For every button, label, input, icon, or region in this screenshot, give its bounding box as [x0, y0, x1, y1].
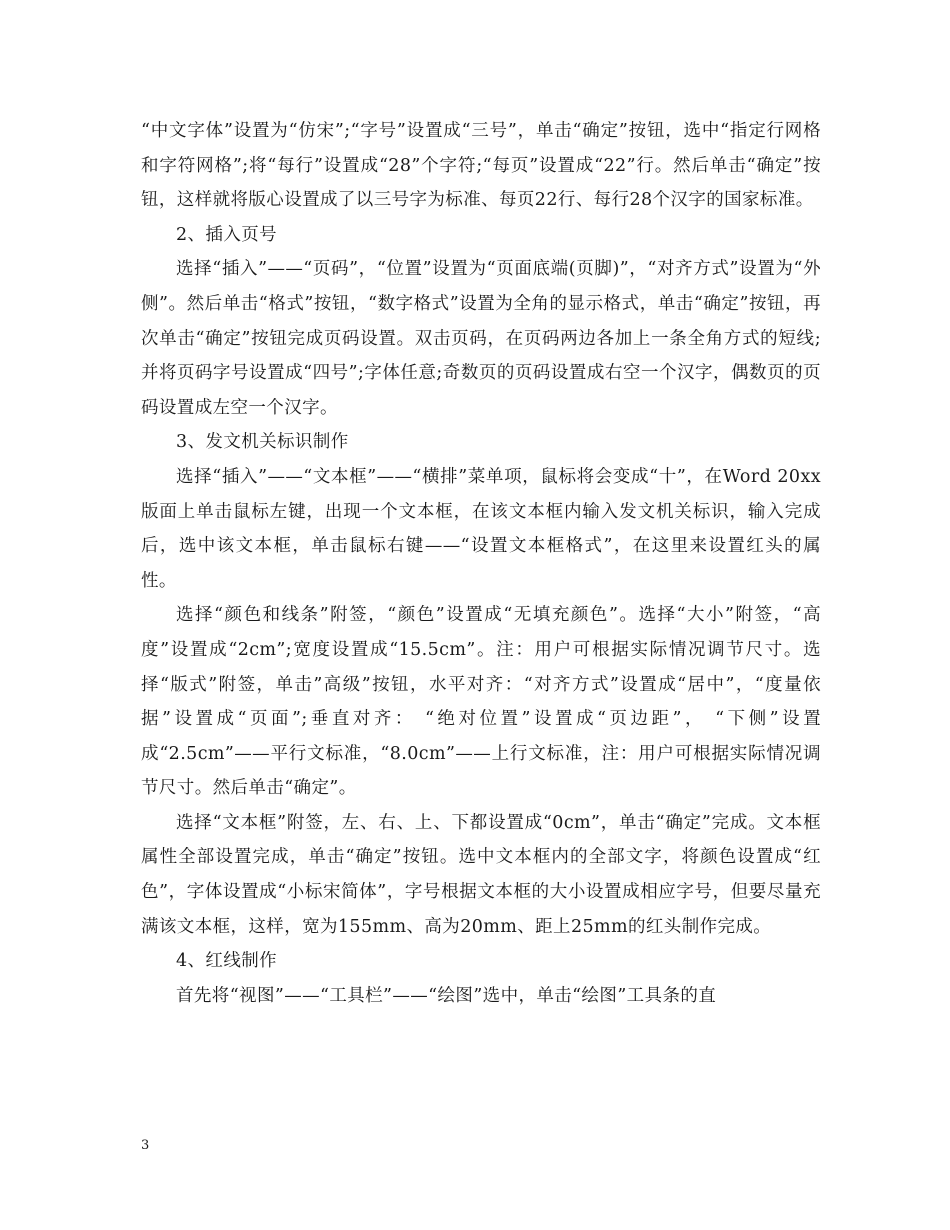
paragraph-2: 选择“插入”——“页码”，“位置”设置为“页面底端(页脚)”，“对齐方式”设置为“外侧”。然后单击“格式”按钮，“数字格式”设置为全角的显示格式，单击“确定”按钮，再次单击“确定”按钮完成页码设置。双击页码，在页码两边各加上一条全角方式的短线;并将页码字号设置成“四号”;字体任意;奇数页的页码设置成右空一个汉字，偶数页的页码设置成左空一个汉字。 [141, 259, 821, 418]
section-heading-4: 4、红线制作 [176, 951, 278, 972]
section-heading-2: 2、插入页号 [176, 224, 278, 245]
document-body [141, 114, 821, 1013]
section-heading-3: 3、发文机关标识制作 [176, 432, 349, 453]
paragraph-5: 选择“文本框”附签，左、右、上、下都设置成“0cm”，单击“确定”完成。文本框属性全部设置完成，单击“确定”按钮。选中文本框内的全部文字，将颜色设置成“红色”，字体设置成“小标宋简体”，字号根据文本框的大小设置成相应字号，但要尽量充满该文本框，这样，宽为155mm、高为20mm、距上25mm的红头制作完成。 [141, 812, 821, 937]
paragraph-4: 选择“颜色和线条”附签，“颜色”设置成“无填充颜色”。选择“大小”附签，“高度”设置成“2cm”;宽度设置成“15.5cm”。注：用户可根据实际情况调节尺寸。选择“版式”附签，单击”高级”按钮，水平对齐：“对齐方式”设置成“居中”，“度量依据”设置成“页面”;垂直对齐： “绝对位置”设置成“页边距”， “下侧”设置成“2.5cm”——平行文标准，“8.0cm”——上行文标准，注：用户可根据实际情况调节尺寸。然后单击“确定”。 [141, 605, 821, 799]
page-number: 3 [141, 1138, 150, 1153]
paragraph-6: 首先将“视图”——“工具栏”——“绘图”选中，单击“绘图”工具条的直 [176, 985, 717, 1006]
paragraph-3: 选择“插入”——“文本框”——“横排”菜单项，鼠标将会变成“十”，在Word 20xx版面上单击鼠标左键，出现一个文本框，在该文本框内输入发文机关标识，输入完成后，选中该文本框，单击鼠标右键——“设置文本框格式”，在这里来设置红头的属性。 [141, 466, 821, 591]
paragraph-1: “中文字体”设置为“仿宋”;“字号”设置成“三号”，单击“确定”按钮，选中“指定行网格和字符网格”;将“每行”设置成“28”个字符;“每页”设置成“22”行。然后单击“确定”按钮，这样就将版心设置成了以三号字为标准、每页22行、每行28个汉字的国家标准。 [141, 121, 821, 211]
